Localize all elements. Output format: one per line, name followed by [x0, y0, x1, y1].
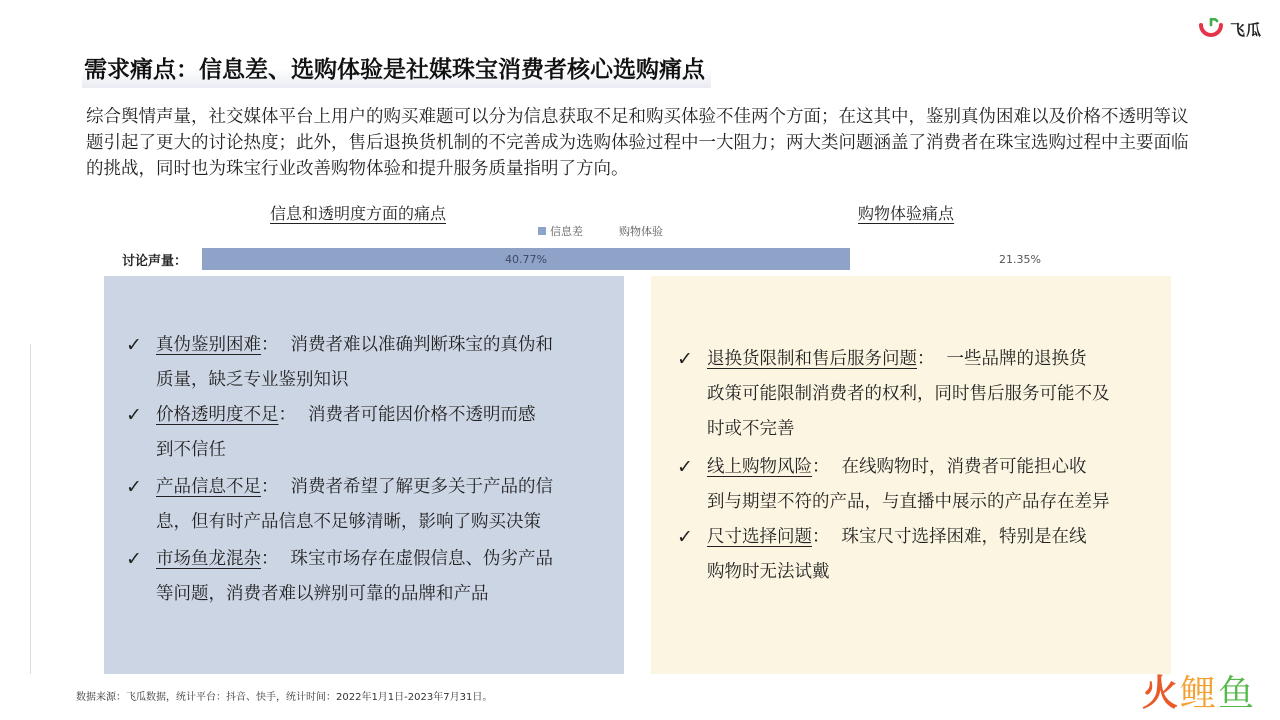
item-desc-cont: 到不信任 [156, 440, 226, 460]
item-colon: ： [261, 477, 279, 497]
right-item-2 [677, 450, 1147, 520]
bar-segment-info-gap [202, 248, 850, 270]
right-section-heading: 购物体验痛点 [858, 204, 955, 223]
item-term: 线上购物风险 [707, 457, 812, 477]
check-icon: ✓ [126, 548, 142, 570]
legend-swatch-info-gap [538, 227, 546, 235]
item-colon: ： [261, 549, 279, 569]
item-desc: 珠宝尺寸选择困难，特别是在线 [841, 527, 1087, 547]
bar-value-info-gap: 40.77% [505, 252, 547, 266]
item-desc: 消费者难以准确判断珠宝的真伪和 [290, 335, 553, 355]
left-panel [104, 276, 624, 674]
item-term: 产品信息不足 [156, 477, 261, 497]
bar-segment-shopping [850, 248, 1190, 270]
stacked-bar [202, 248, 1190, 270]
left-margin-divider [30, 344, 31, 674]
item-term: 价格透明度不足 [156, 405, 279, 425]
watermark-char-2: 鲤 [1179, 673, 1218, 714]
bar-value-shopping: 21.35% [999, 252, 1041, 266]
brand-name: 飞瓜 [1229, 20, 1262, 39]
right-panel [651, 276, 1171, 674]
item-desc: 珠宝市场存在虚假信息、伪劣产品 [290, 549, 553, 569]
item-colon: ： [278, 405, 296, 425]
legend-item-info-gap [538, 223, 583, 239]
source-footnote: 数据来源：飞瓜数据，统计平台：抖音、快手，统计时间：2022年1月1日-2023年7月31日。 [76, 692, 493, 703]
item-desc-cont: 时或不完善 [707, 419, 795, 439]
item-desc-cont: 息，但有时产品信息不足够清晰，影响了购买决策 [156, 512, 541, 532]
left-section-heading: 信息和透明度方面的痛点 [270, 204, 447, 223]
bar-category-label: 讨论声量： [122, 254, 188, 269]
check-icon: ✓ [677, 526, 693, 548]
legend-label-shopping: 购物体验 [619, 225, 663, 238]
item-colon: ： [917, 349, 935, 369]
check-icon: ✓ [126, 334, 142, 356]
watermark-char-3: 鱼 [1217, 673, 1256, 714]
item-desc-cont: 购物时无法试戴 [707, 562, 830, 582]
item-desc-cont: 质量，缺乏专业鉴别知识 [156, 370, 349, 390]
melon-logo-icon [1198, 16, 1224, 42]
item-colon: ： [812, 527, 830, 547]
chart-legend [538, 223, 663, 239]
intro-paragraph: 综合舆情声量，社交媒体平台上用户的购买难题可以分为信息获取不足和购买体验不佳两个方面；在这其中，鉴别真伪困难以及价格不透明等议题引起了更大的讨论热度；此外，售后退换货机制的不完善成为选购体验过程中一大阻力；两大类问题涵盖了消费者在珠宝选购过程中主要面临的挑战，同时也为珠宝行业改善购物体验和提升服务质量指明了方向。 [86, 107, 1189, 179]
left-item-1 [126, 328, 596, 398]
item-desc: 消费者可能因价格不透明而感 [308, 405, 536, 425]
item-desc-cont: 政策可能限制消费者的权利，同时售后服务可能不及 [707, 384, 1110, 404]
brand-logo [1198, 16, 1262, 42]
item-desc: 在线购物时，消费者可能担心收 [841, 457, 1087, 477]
check-icon: ✓ [677, 348, 693, 370]
item-term: 尺寸选择问题 [707, 527, 812, 547]
watermark-char-1: 火 [1141, 673, 1180, 714]
item-term: 退换货限制和售后服务问题 [707, 349, 917, 369]
check-icon: ✓ [126, 404, 142, 426]
item-colon: ： [812, 457, 830, 477]
left-item-3 [126, 470, 596, 540]
check-icon: ✓ [677, 456, 693, 478]
item-term: 真伪鉴别困难 [156, 335, 261, 355]
left-item-4 [126, 542, 596, 612]
watermark-logo [1142, 674, 1256, 714]
legend-label-info-gap: 信息差 [550, 225, 583, 238]
item-colon: ： [261, 335, 279, 355]
page-title: 需求痛点：信息差、选购体验是社媒珠宝消费者核心选购痛点 [82, 52, 711, 88]
item-desc-cont: 到与期望不符的产品，与直播中展示的产品存在差异 [707, 492, 1110, 512]
check-icon: ✓ [126, 476, 142, 498]
left-item-2 [126, 398, 596, 468]
legend-item-shopping [619, 223, 663, 239]
item-desc: 消费者希望了解更多关于产品的信 [290, 477, 553, 497]
item-term: 市场鱼龙混杂 [156, 549, 261, 569]
item-desc-cont: 等问题，消费者难以辨别可靠的品牌和产品 [156, 584, 489, 604]
right-item-3 [677, 520, 1147, 590]
item-desc: 一些品牌的退换货 [946, 349, 1087, 369]
right-item-1 [677, 342, 1147, 447]
